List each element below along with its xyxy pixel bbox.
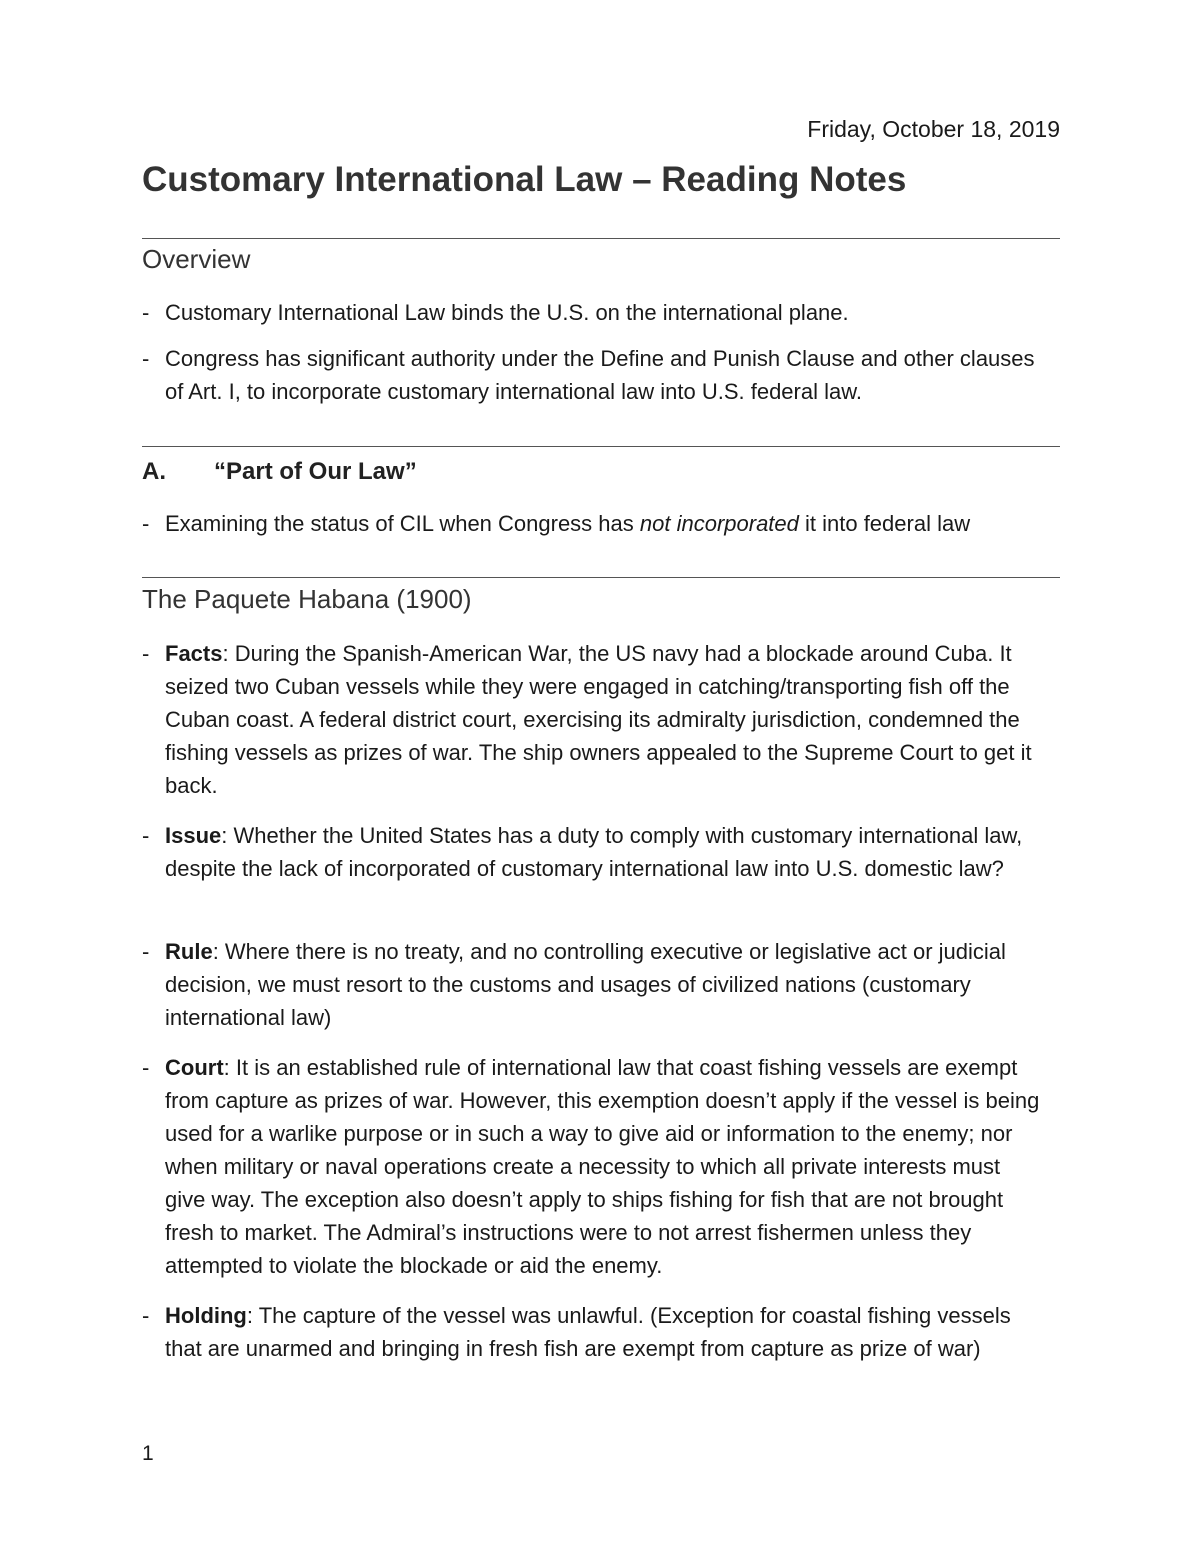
document-title: Customary International Law – Reading Notes [142,160,907,199]
case-item-label: Court [165,1055,224,1080]
case-item-body: Whether the United States has a duty to comply with customary international law, despite the lack of incorporated of customary international law into U.S. domestic law? [165,823,1023,881]
case-item-body: The capture of the vessel was unlawful. (Exception for coastal fishing vessels that are unarmed and bringing in fresh fish are exempt from capture as prize of war) [165,1303,1011,1361]
bullet-dash: - [142,823,150,848]
overview-heading: Overview [142,244,251,274]
case-item-body: During the Spanish-American War, the US navy had a blockade around Cuba. It seized two Cuban vessels while they were engaged in catching/transporting fish off the Cuban coast. A federal district court, exercising its admiralty jurisdiction, condemned the fishing vessels as prizes of war. The ship owners appealed to the Supreme Court to get it back. [165,641,1032,798]
bullet-dash: - [142,1055,150,1080]
case-item-body: It is an established rule of international law that coast fishing vessels are exempt from capture as prizes of war. However, this exemption doesn’t apply if the vessel is being used for a warlike purpose or in such a way to give aid or information to the enemy; nor when military or naval operations create a necessity to which all private interests must give way. The exception also doesn’t apply to ships fishing for fish that are not brought fresh to market. The Admiral’s instructions were to not arrest fishermen unless they attempted to violate the blockade or aid the enemy. [165,1055,1040,1278]
label-separator: : [222,641,235,666]
document-date: Friday, October 18, 2019 [807,116,1060,142]
label-separator: : [246,1303,259,1328]
bullet-text-part: Examining the status of CIL when Congress has [165,511,640,536]
case-item-label: Rule [165,939,213,964]
emphasis-text: not incorporated [639,511,799,536]
case-item-court [142,1051,1042,1282]
case-item-text [165,935,1042,1034]
section-a-bullet [142,507,1042,540]
page-number: 1 [142,1442,154,1465]
case-item-facts [142,637,1042,802]
case-item-rule [142,935,1042,1034]
case-item-text [165,1299,1042,1365]
bullet-dash: - [142,641,150,666]
case-item-body: Where there is no treaty, and no controlling executive or legislative act or judicial decision, we must resort to the customs and usages of civilized nations (customary international law) [165,939,1006,1030]
section-a-heading [142,458,417,486]
bullet-dash: - [142,346,150,371]
bullet-dash: - [142,1303,150,1328]
case-item-issue [142,819,1042,885]
label-separator: : [223,1055,236,1080]
divider [142,577,1060,578]
section-title: “Part of Our Law” [214,458,417,485]
case-item-text [165,819,1042,885]
bullet-dash: - [142,300,150,325]
case-item-text [165,1051,1042,1282]
bullet-text: Congress has significant authority under the Define and Punish Clause and other clauses of Art. I, to incorporate customary international law into U.S. federal law. [165,346,1035,404]
case-item-label: Holding [165,1303,247,1328]
divider [142,238,1060,239]
case-heading: The Paquete Habana (1900) [142,584,472,614]
divider [142,446,1060,447]
bullet-text [165,507,1042,540]
case-item-holding [142,1299,1042,1365]
overview-bullet [142,342,1042,408]
case-item-label: Facts [165,641,223,666]
bullet-text: Customary International Law binds the U.S. on the international plane. [165,300,849,325]
bullet-dash: - [142,939,150,964]
label-separator: : [221,823,234,848]
label-separator: : [212,939,225,964]
case-item-text [165,637,1042,802]
bullet-text-part: it into federal law [798,511,971,536]
section-letter: A. [142,458,166,485]
case-item-label: Issue [165,823,222,848]
overview-bullet [142,296,1042,329]
bullet-dash: - [142,511,150,536]
